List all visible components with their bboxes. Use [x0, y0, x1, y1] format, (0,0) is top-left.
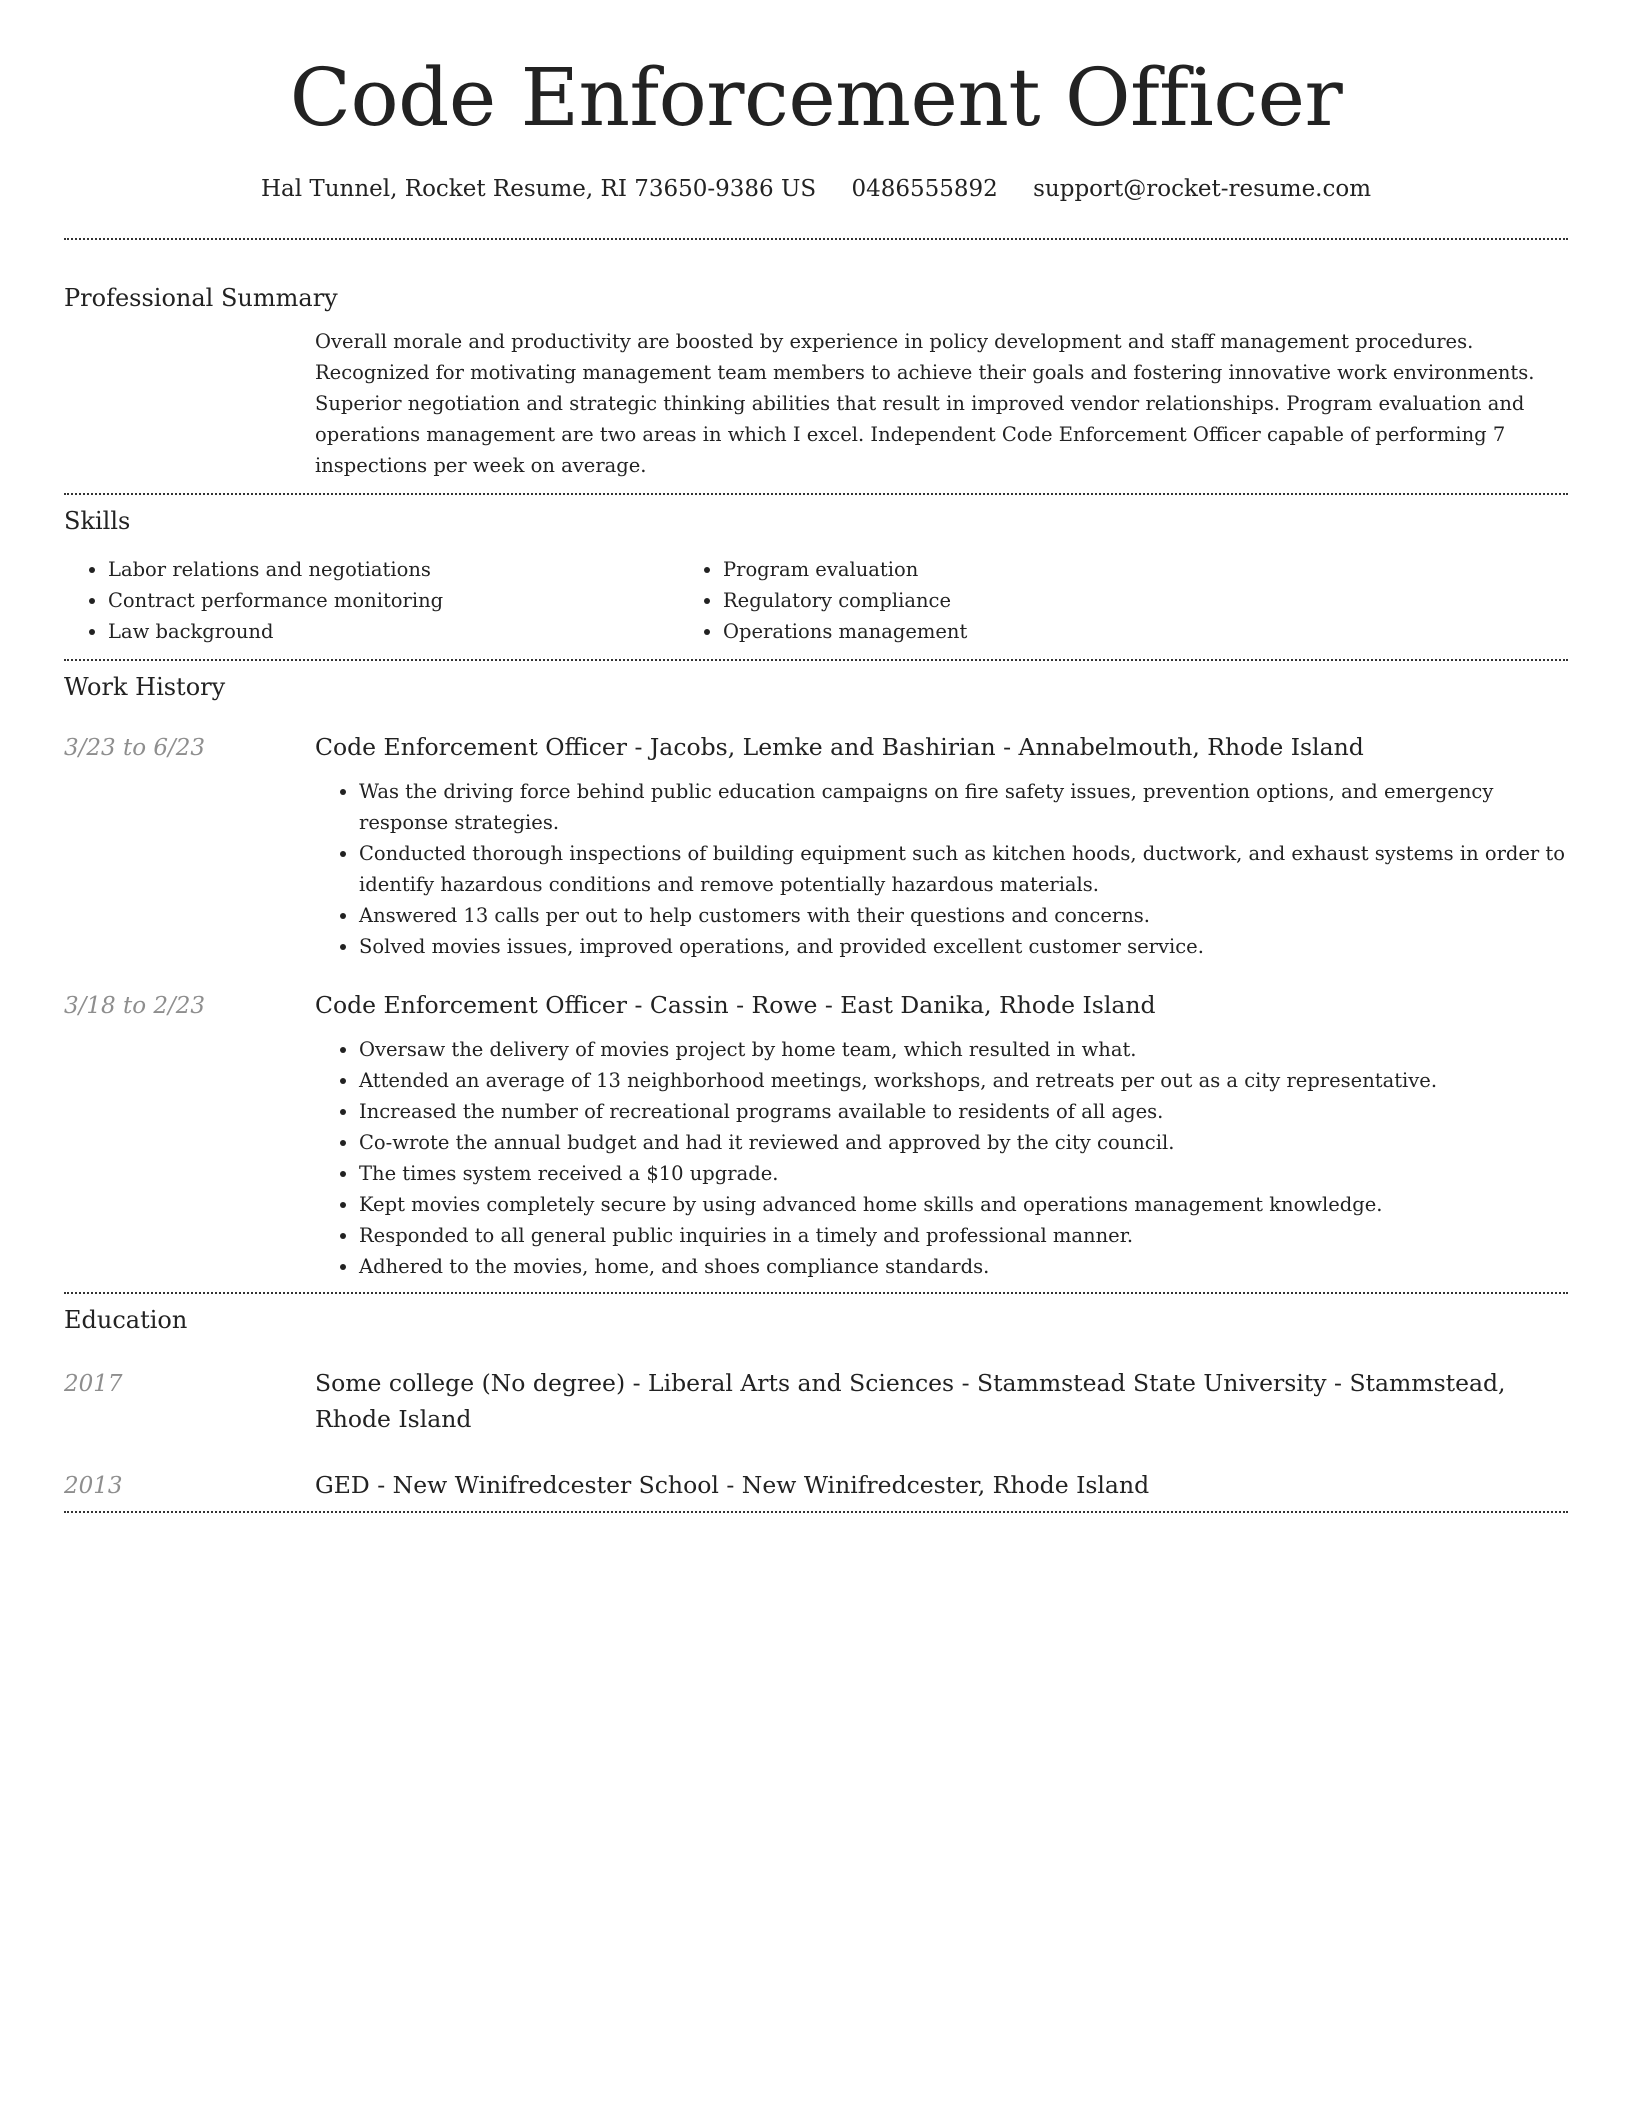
job-bullets — [315, 776, 1568, 962]
skills-section — [64, 507, 1568, 659]
job-bullet: • Increased the number of recreational programs available to residents of all ages. — [359, 1096, 1568, 1127]
education-text: GED - New Winifredcester School - New Winifredcester, Rhode Island — [315, 1470, 1150, 1499]
job-bullet: • Solved movies issues, improved operations, and provided excellent customer service. — [359, 931, 1568, 962]
summary-text: Overall morale and productivity are boosted by experience in policy development and staff management procedures. Recognized for motivating management team members to achieve their goals and fostering innovative work environments. Superior negotiation and strategic thinking abilities that result in improved vendor relationships. Program evaluation and operations management are two areas in which I excel. Independent Code Enforcement Officer capable of performing 7 inspections per week on average. — [315, 330, 1535, 478]
skill-item: • Operations management — [723, 616, 1294, 647]
skill-item: • Law background — [108, 616, 679, 647]
job-heading: Code Enforcement Officer - Jacobs, Lemke and Bashirian - Annabelmouth, Rhode Island — [315, 732, 1364, 761]
education-entry — [64, 1467, 1568, 1511]
job-bullet: • Adhered to the movies, home, and shoes compliance standards. — [359, 1251, 1568, 1282]
skill-item: • Regulatory compliance — [723, 585, 1294, 616]
job-bullet: • The times system received a $10 upgrade. — [359, 1158, 1568, 1189]
job-bullet: • Attended an average of 13 neighborhood meetings, workshops, and retreats per out as a city representative. — [359, 1065, 1568, 1096]
job-heading: Code Enforcement Officer - Cassin - Rowe - East Danika, Rhode Island — [315, 990, 1156, 1019]
skills-heading: Skills — [64, 507, 131, 536]
contact-address: Hal Tunnel, Rocket Resume, RI 73650-9386 US — [260, 176, 817, 202]
education-heading: Education — [64, 1305, 188, 1334]
divider — [64, 659, 1568, 661]
divider — [64, 238, 1568, 240]
education-year: 2013 — [64, 1472, 123, 1499]
job-entry — [64, 988, 1568, 1022]
job-bullet: • Co-wrote the annual budget and had it reviewed and approved by the city council. — [359, 1127, 1568, 1158]
education-text: Some college (No degree) - Liberal Arts and Sciences - Stammstead State University - Stammstead, Rhode Island — [315, 1368, 1506, 1433]
skills-list-right — [679, 554, 1294, 647]
job-bullet: • Kept movies completely secure by using advanced home skills and operations management knowledge. — [359, 1189, 1568, 1220]
contact-email: support@rocket-resume.com — [1033, 176, 1372, 202]
skills-list-left — [64, 554, 679, 647]
skill-item: • Labor relations and negotiations — [108, 554, 679, 585]
job-bullet: • Responded to all general public inquiries in a timely and professional manner. — [359, 1220, 1568, 1251]
skills-grid — [64, 554, 1568, 659]
job-bullet: • Conducted thorough inspections of building equipment such as kitchen hoods, ductwork, and exhaust systems in order to identify hazardous conditions and remove potentially hazardous materials. — [359, 838, 1568, 900]
work-section — [64, 673, 1568, 1292]
job-entry — [64, 730, 1568, 764]
contact-phone: 0486555892 — [851, 176, 998, 202]
education-entry — [64, 1365, 1568, 1437]
education-year: 2017 — [64, 1370, 123, 1397]
education-section — [64, 1306, 1568, 1511]
summary-section — [64, 284, 1568, 494]
job-bullet: • Oversaw the delivery of movies project by home team, which resulted in what. — [359, 1034, 1568, 1065]
divider — [64, 493, 1568, 495]
skill-item: • Program evaluation — [723, 554, 1294, 585]
job-bullets — [315, 1034, 1568, 1292]
work-heading: Work History — [64, 673, 226, 702]
job-bullet: • Answered 13 calls per out to help customers with their questions and concerns. — [359, 900, 1568, 931]
job-bullet: • Was the driving force behind public education campaigns on fire safety issues, prevention options, and emergency response strategies. — [359, 776, 1568, 838]
contact-line — [64, 176, 1568, 204]
divider — [64, 1292, 1568, 1294]
skill-item: • Contract performance monitoring — [108, 585, 679, 616]
job-dates: 3/18 to 2/23 — [64, 992, 206, 1019]
summary-heading: Professional Summary — [64, 283, 338, 312]
divider — [64, 1511, 1568, 1513]
job-dates: 3/23 to 6/23 — [64, 734, 206, 761]
resume-name: Code Enforcement Officer — [289, 51, 1343, 144]
